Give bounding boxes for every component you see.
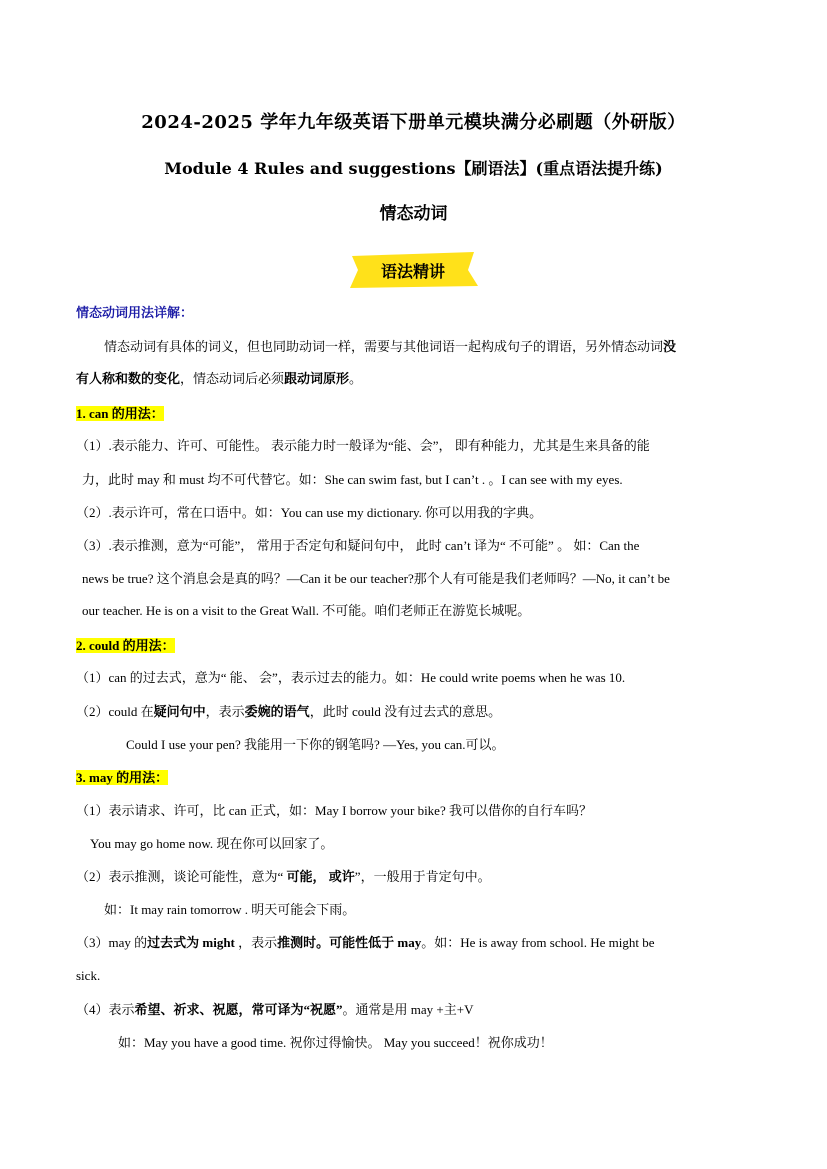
intro-bold-2: 有人称和数的变化 [76,371,181,386]
intro-line-1 [104,337,676,357]
badge-label: 语法精讲 [380,262,445,281]
intro-bold-1: 没 [663,339,677,354]
could-p2 [76,702,501,722]
intro-text-2: ，情态动词后必须 [180,371,285,386]
may-p2-text-2: ”，一般用于肯定句中。 [354,869,491,884]
may-p4-example: 如：May you have a good time. 祝你过得愉快。 May you succeed！祝你成功！ [118,1035,553,1050]
intro-text-3: 。 [349,371,363,386]
topic-heading: 情态动词 [379,204,448,224]
can-p3a: （3）.表示推测，意为“可能”， 常用于否定句和疑问句中， 此时 can’t 译为“ 不可能” 。 如：Can the [76,538,640,553]
may-p4-text-2: 。通常是用 may +主+V [342,1002,474,1017]
may-heading-text: 3. may 的用法： [76,770,169,785]
document-subtitle: Module 4 Rules and suggestions【刷语法】(重点语法提升练) [164,159,663,178]
may-p3-bold-1: 过去式为 might [147,935,235,950]
could-example: Could I use your pen? 我能用一下你的钢笔吗? —Yes, you can.可以。 [126,737,505,752]
can-heading-text: 1. can 的用法： [76,406,164,421]
may-p2-bold: 可能， 或许 [286,869,355,884]
may-p3 [76,933,655,953]
intro-bold-3: 跟动词原形 [284,371,350,386]
could-p2-text-3: ，此时 could 没有过去式的意思。 [309,704,502,719]
can-p3c: our teacher. He is on a visit to the Great Wall. 不可能。咱们老师正在游览长城呢。 [82,603,531,618]
could-p2-text-1: （2）could 在 [76,704,154,719]
document-title: 2024-2025 学年九年级英语下册单元模块满分必刷题（外研版） [141,112,686,133]
may-p4 [76,1000,473,1020]
may-p4-text-1: （4）表示 [76,1002,135,1017]
may-p2 [76,867,491,887]
may-p3-text-2: ，表示 [234,935,278,950]
intro-line-2 [76,369,362,389]
may-p3-text-1: （3）may 的 [76,935,148,950]
can-p2: （2）.表示许可，常在口语中。如：You can use my dictionary. 你可以用我的字典。 [76,505,543,520]
may-p4-bold: 希望、祈求、祝愿，常可译为“祝愿” [134,1002,343,1017]
grammar-badge [346,250,480,290]
may-p1: （1）表示请求、许可，比 can 正式，如：May I borrow your bike? 我可以借你的自行车吗？ [76,803,592,818]
intro-text-1: 情态动词有具体的词义，但也同助动词一样，需要与其他词语一起构成句子的谓语，另外情态动词 [104,339,664,354]
may-p2-example: 如：It may rain tomorrow . 明天可能会下雨。 [104,902,356,917]
can-p1a: （1）.表示能力、许可、可能性。 表示能力时一般译为“能、会”， 即有种能力，尤其是生来具备的能 [76,438,650,453]
can-heading [76,404,164,424]
could-p1: （1）can 的过去式，意为“ 能、 会”，表示过去的能力。如：He could write poems when he was 10. [76,670,626,685]
could-p2-bold-1: 疑问句中 [153,704,206,719]
could-p2-bold-2: 委婉的语气 [244,704,310,719]
section-heading: 情态动词用法详解： [76,305,194,320]
may-p2-text-1: （2）表示推测，谈论可能性，意为“ [76,869,287,884]
may-p3-cont: sick. [76,968,101,983]
may-p3-bold-2: 推测时。可能性低于 may [277,935,422,950]
could-p2-text-2: ，表示 [205,704,245,719]
may-p1-example: You may go home now. 现在你可以回家了。 [90,836,334,851]
may-heading [76,768,168,788]
can-p1b: 力，此时 may 和 must 均不可代替它。如：She can swim fast, but I can’t . 。I can see with my eyes. [82,472,623,487]
can-p3b: news be true? 这个消息会是真的吗？—Can it be our teacher?那个人有可能是我们老师吗？—No, it can’t be [82,571,670,586]
could-heading-text: 2. could 的用法： [76,638,175,653]
could-heading [76,636,175,656]
may-p3-text-3: 。如：He is away from school. He might be [421,935,655,950]
